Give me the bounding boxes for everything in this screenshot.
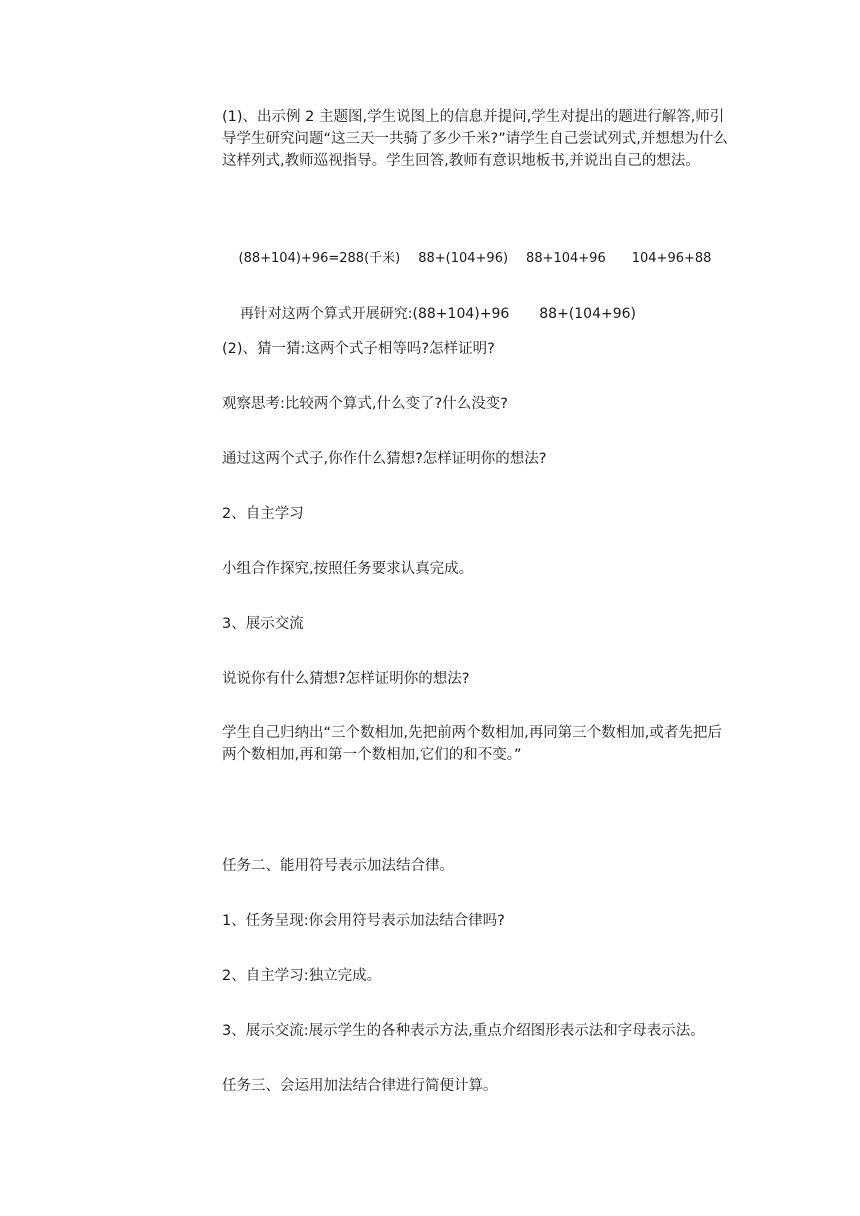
- formula-1: (88+104)+96=288(千米): [238, 251, 401, 266]
- paragraph-example-intro: (1)、出示例 2 主题图,学生说图上的信息并提问,学生对提出的题进行解答,师引导学生研究问题“这三天一共骑了多少千米?”请学生自己尝试列式,并想想为什么这样列式,教师巡视指导。学生回答,教师有意识地板书,并说出自己的想法。: [222, 109, 728, 169]
- paragraph-task-present: 1、任务呈现:你会用符号表示加法结合律吗?: [222, 913, 505, 929]
- research-suffix: 88+(104+96): [539, 306, 637, 322]
- paragraph-conjecture: 通过这两个式子,你作什么猜想?怎样证明你的想法?: [222, 451, 547, 467]
- paragraph-research: [222, 284, 636, 344]
- formula-2: 88+(104+96): [418, 251, 509, 266]
- paragraph-show-methods: 3、展示交流:展示学生的各种表示方法,重点介绍图形表示法和字母表示法。: [222, 1023, 705, 1039]
- formula-4: 104+96+88: [631, 251, 712, 266]
- paragraph-task-three: 任务三、会运用加法结合律进行简便计算。: [222, 1078, 498, 1094]
- paragraph-group-work: 小组合作探究,按照任务要求认真完成。: [222, 561, 474, 577]
- paragraph-summary: 学生自己归纳出“三个数相加,先把前两个数相加,再同第三个数相加,或者先把后两个数相加,再和第一个数相加,它们的和不变。”: [222, 725, 722, 763]
- formula-line: [222, 229, 711, 289]
- paragraph-say-guess: 说说你有什么猜想?怎样证明你的想法?: [222, 671, 470, 687]
- paragraph-exchange-heading: 3、展示交流: [222, 616, 304, 632]
- formula-3: 88+104+96: [526, 251, 606, 266]
- paragraph-observe: 观察思考:比较两个算式,什么变了?什么没变?: [222, 396, 508, 412]
- paragraph-task-two: 任务二、能用符号表示加法结合律。: [222, 858, 454, 874]
- paragraph-independent: 2、自主学习:独立完成。: [222, 968, 382, 984]
- paragraph-guess: (2)、猜一猜:这两个式子相等吗?怎样证明?: [222, 341, 495, 357]
- paragraph-self-study-heading: 2、自主学习: [222, 506, 304, 522]
- research-prefix: 再针对这两个算式开展研究:(88+104)+96: [239, 306, 510, 322]
